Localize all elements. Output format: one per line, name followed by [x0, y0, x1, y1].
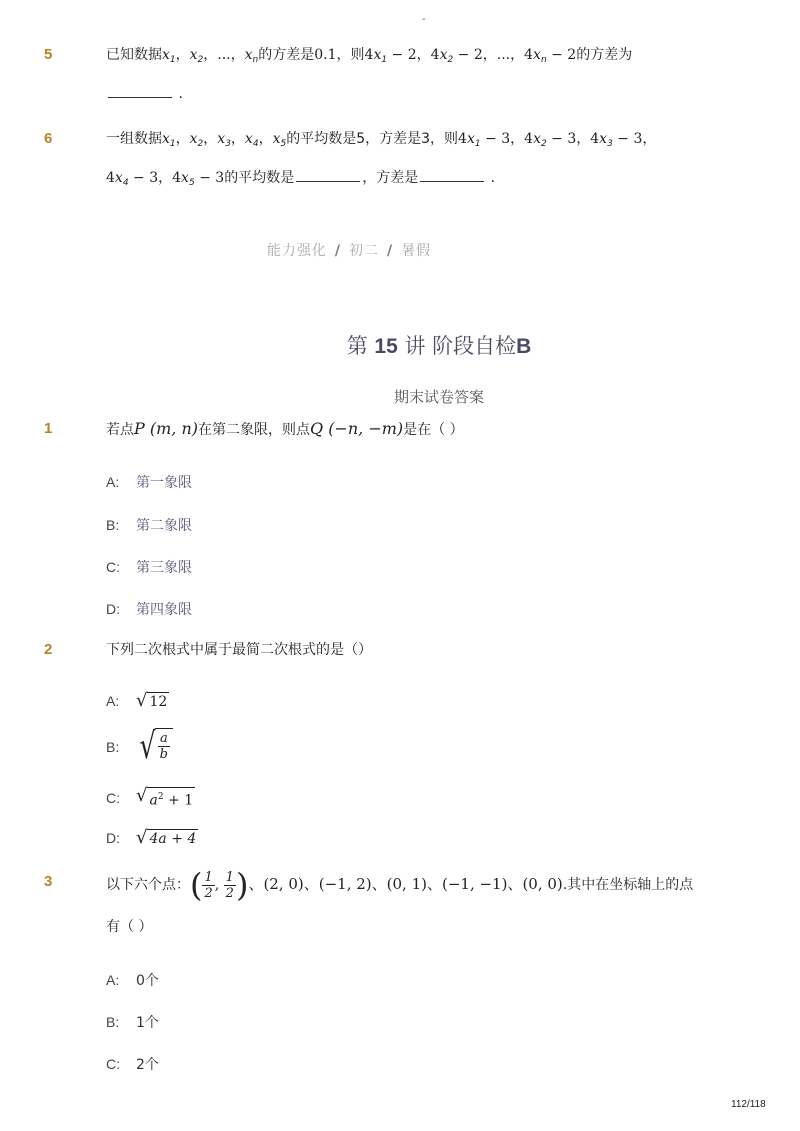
question-number: 6 [44, 130, 53, 147]
question-number: 3 [44, 873, 53, 890]
question-text-mid: 的方差是 [258, 47, 315, 63]
question-number: 2 [44, 641, 53, 658]
option-d[interactable]: D: √ 4a + 4 [106, 827, 197, 848]
question-text-suffix: 的方差为 [576, 47, 633, 63]
question-text-then: ，则 [336, 47, 365, 63]
option-a[interactable]: A: 第一象限 [106, 474, 192, 491]
header-mark: - [422, 14, 426, 25]
breadcrumb-item: 初二 [349, 243, 379, 259]
sqrt-fraction-expression: √ $\frac{a}{b}$ [136, 728, 173, 766]
variance-value: 0.1 [314, 47, 337, 63]
option-c[interactable]: C: 第三象限 [106, 559, 192, 576]
option-b[interactable]: B: √ $\frac{a}{b}$ [106, 728, 173, 766]
answer-blank [108, 96, 172, 98]
question-number: 5 [44, 46, 53, 63]
sqrt-expression: √ $a^2 + 1$ [136, 785, 194, 809]
point-p: P (m, n) [134, 419, 198, 438]
points-list: 、(2, 0)、(−1, 2)、(0, 1)、(−1, −1)、(0, 0) [248, 875, 563, 893]
question-text-line2: 有（ ） [106, 919, 153, 935]
option-b[interactable]: B: 1个 [106, 1014, 159, 1031]
breadcrumb-separator: / [334, 243, 341, 259]
page-title: 第 15 讲 阶段自检B [346, 334, 532, 358]
point-q: Q (−n, −m) [309, 419, 404, 438]
fraction-one-half-x: $\frac{1}{2}$ [204, 869, 213, 901]
sqrt-expression: √ 12 [136, 690, 168, 711]
question-text: 若点P (m, n)在第二象限，则点Q (−n, −m)是在（ ） [106, 419, 464, 438]
question-text: 下列二次根式中属于最简二次根式的是（） [106, 642, 372, 658]
lesson-number: 15 [374, 335, 398, 358]
breadcrumb-item: 暑假 [401, 243, 432, 259]
option-c[interactable]: C: √ $a^2 + 1$ [106, 785, 194, 809]
option-c[interactable]: C: 2个 [106, 1056, 159, 1073]
option-a[interactable]: A: 0个 [106, 972, 159, 989]
sqrt-expression: √ 4a + 4 [136, 827, 197, 848]
page-number: 112/118 [731, 1099, 766, 1110]
option-d[interactable]: D: 第四象限 [106, 601, 192, 618]
breadcrumb-item: 能力强化 [266, 243, 327, 259]
option-b[interactable]: B: 第二象限 [106, 517, 192, 534]
lesson-letter: B [516, 335, 532, 358]
answer-blank-variance [420, 180, 484, 182]
answer-blank-mean [296, 180, 360, 182]
question-text-prefix: 已知数据 [106, 47, 162, 63]
question-text: 以下六个点：( $\frac{1}{2}$ , $\frac{1}{2}$ )、(2, 0)、(−1, 2)、(0, 1)、(−1, −1)、(0, 0).其中在坐标轴上的点 [106, 866, 694, 904]
breadcrumb-separator: / [387, 243, 394, 259]
page-subtitle: 期末试卷答案 [393, 388, 484, 406]
breadcrumb [0, 240, 698, 260]
question-text: 已知数据$x_1$，$x_2$，...，$x_n$的方差是0.1，则$4x_1 - 2$，$4x_2 - 2$，...，$4x_n - 2$的方差为 . [106, 47, 633, 102]
question-text: 一组数据$x_1$，$x_2$，$x_3$，$x_4$，$x_5$的平均数是5，方差是3，则$4x_1 - 3$，$4x_2 - 3$，$4x_3 - 3$， $4x_4 - 3$，$4x_5 - 3$的平均数是 ，方差是 . [106, 131, 657, 188]
question-number: 1 [44, 420, 53, 437]
fraction-one-half-y: $\frac{1}{2}$ [225, 869, 234, 901]
option-a[interactable]: A: √ 12 [106, 690, 168, 711]
